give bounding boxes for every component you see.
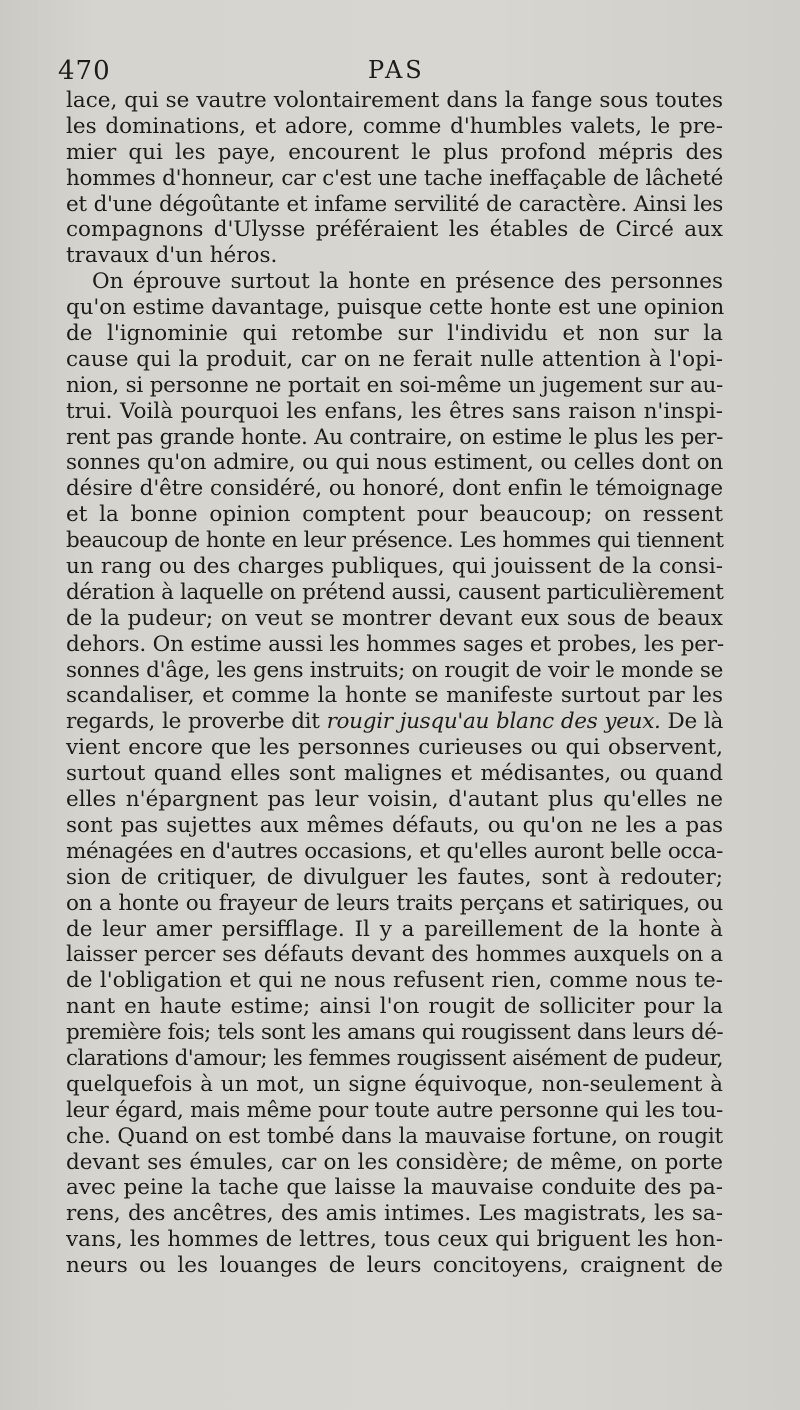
text-line: hommes d'honneur, car c'est une tache ineffaçable de lâcheté: [66, 165, 723, 191]
text-line: neurs ou les louanges de leurs concitoyens, craignent de: [66, 1253, 723, 1279]
text-line: devant ses émules, car on les considère; de même, on porte: [66, 1149, 723, 1175]
page-header: [58, 50, 748, 90]
text-line: elles n'épargnent pas leur voisin, d'autant plus qu'elles ne: [66, 787, 723, 813]
text-line: sont pas sujettes aux mêmes défauts, ou qu'on ne les a pas: [66, 812, 723, 838]
text-line: on a honte ou frayeur de leurs traits perçans et satiriques, ou: [66, 890, 723, 916]
text-line: rent pas grande honte. Au contraire, on estime le plus les per-: [66, 424, 723, 450]
text-line: cause qui la produit, car on ne ferait nulle attention à l'opi-: [66, 346, 723, 372]
text-line: trui. Voilà pourquoi les enfans, les êtres sans raison n'inspi-: [66, 398, 723, 424]
text-line: che. Quand on est tombé dans la mauvaise fortune, on rougit: [66, 1123, 723, 1149]
text-line: compagnons d'Ulysse préféraient les étables de Circé aux: [66, 217, 723, 243]
text-line: sion de critiquer, de divulguer les fautes, sont à redouter;: [66, 864, 723, 890]
text-line: clarations d'amour; les femmes rougissent aisément de pudeur,: [66, 1045, 723, 1071]
text-line: première fois; tels sont les amans qui rougissent dans leurs dé-: [66, 1020, 723, 1046]
text-line: ménagées en d'autres occasions, et qu'elles auront belle occa-: [66, 838, 723, 864]
text-line: avec peine la tache que laisse la mauvaise conduite des pa-: [66, 1175, 723, 1201]
text-line: sonnes d'âge, les gens instruits; on rougit de voir le monde se: [66, 657, 723, 683]
text-line: mier qui les paye, encourent le plus profond mépris des: [66, 139, 723, 165]
text-line: dération à laquelle on prétend aussi, causent particulièrement: [66, 579, 724, 605]
text-line: rens, des ancêtres, des amis intimes. Les magistrats, les sa-: [66, 1201, 723, 1227]
text-line: qu'on estime davantage, puisque cette honte est une opinion: [66, 295, 725, 321]
paragraph-start-line: On éprouve surtout la honte en présence des personnes: [92, 269, 723, 295]
text-line: surtout quand elles sont malignes et médisantes, ou quand: [66, 761, 723, 787]
text-line: sonnes qu'on admire, ou qui nous estiment, ou celles dont on: [66, 450, 723, 476]
text-line: de la pudeur; on veut se montrer devant eux sous de beaux: [66, 605, 723, 631]
text-line: et la bonne opinion comptent pour beaucoup; on ressent: [66, 502, 723, 528]
body-text: [66, 88, 723, 1279]
page-number: 470: [58, 56, 111, 86]
text-line: scandaliser, et comme la honte se manifeste surtout par les: [66, 683, 723, 709]
text-line: les dominations, et adore, comme d'humbles valets, le pre-: [66, 113, 723, 139]
text-line: et d'une dégoûtante et infame servilité de caractère. Ainsi les: [66, 191, 723, 217]
proverb-after: De là: [660, 709, 723, 735]
text-line: un rang ou des charges publiques, qui jouissent de la consi-: [66, 554, 723, 580]
text-line: nion, si personne ne portait en soi-même un jugement sur au-: [66, 372, 723, 398]
text-line: désire d'être considéré, ou honoré, dont enfin le témoignage: [66, 476, 723, 502]
text-line: de leur amer persifflage. Il y a pareillement de la honte à: [66, 916, 723, 942]
text-line: dehors. On estime aussi les hommes sages et probes, les per-: [66, 631, 724, 657]
text-line: quelquefois à un mot, un signe équivoque, non-seulement à: [66, 1071, 723, 1097]
text-line: lace, qui se vautre volontairement dans la fange sous toutes: [66, 88, 723, 113]
text-line: vient encore que les personnes curieuses ou qui observent,: [66, 735, 723, 761]
text-line: nant en haute estime; ainsi l'on rougit de solliciter pour la: [66, 994, 723, 1020]
paragraph-end-line: travaux d'un héros.: [66, 243, 278, 269]
text-line: de l'ignominie qui retombe sur l'individu et non sur la: [66, 321, 723, 347]
text-line: beaucoup de honte en leur présence. Les hommes qui tiennent: [66, 528, 724, 554]
running-head: PAS: [368, 56, 425, 84]
text-line: de l'obligation et qui ne nous refusent rien, comme nous te-: [66, 968, 723, 994]
proverb-line: [66, 709, 723, 735]
proverb-lead: regards, le proverbe dit: [66, 709, 320, 735]
text-line: vans, les hommes de lettres, tous ceux qui briguent les hon-: [66, 1227, 723, 1253]
proverb-italic: rougir jusqu'au blanc des yeux.: [326, 709, 661, 735]
text-line: leur égard, mais même pour toute autre personne qui les tou-: [66, 1097, 723, 1123]
text-line: laisser percer ses défauts devant des hommes auxquels on a: [66, 942, 723, 968]
